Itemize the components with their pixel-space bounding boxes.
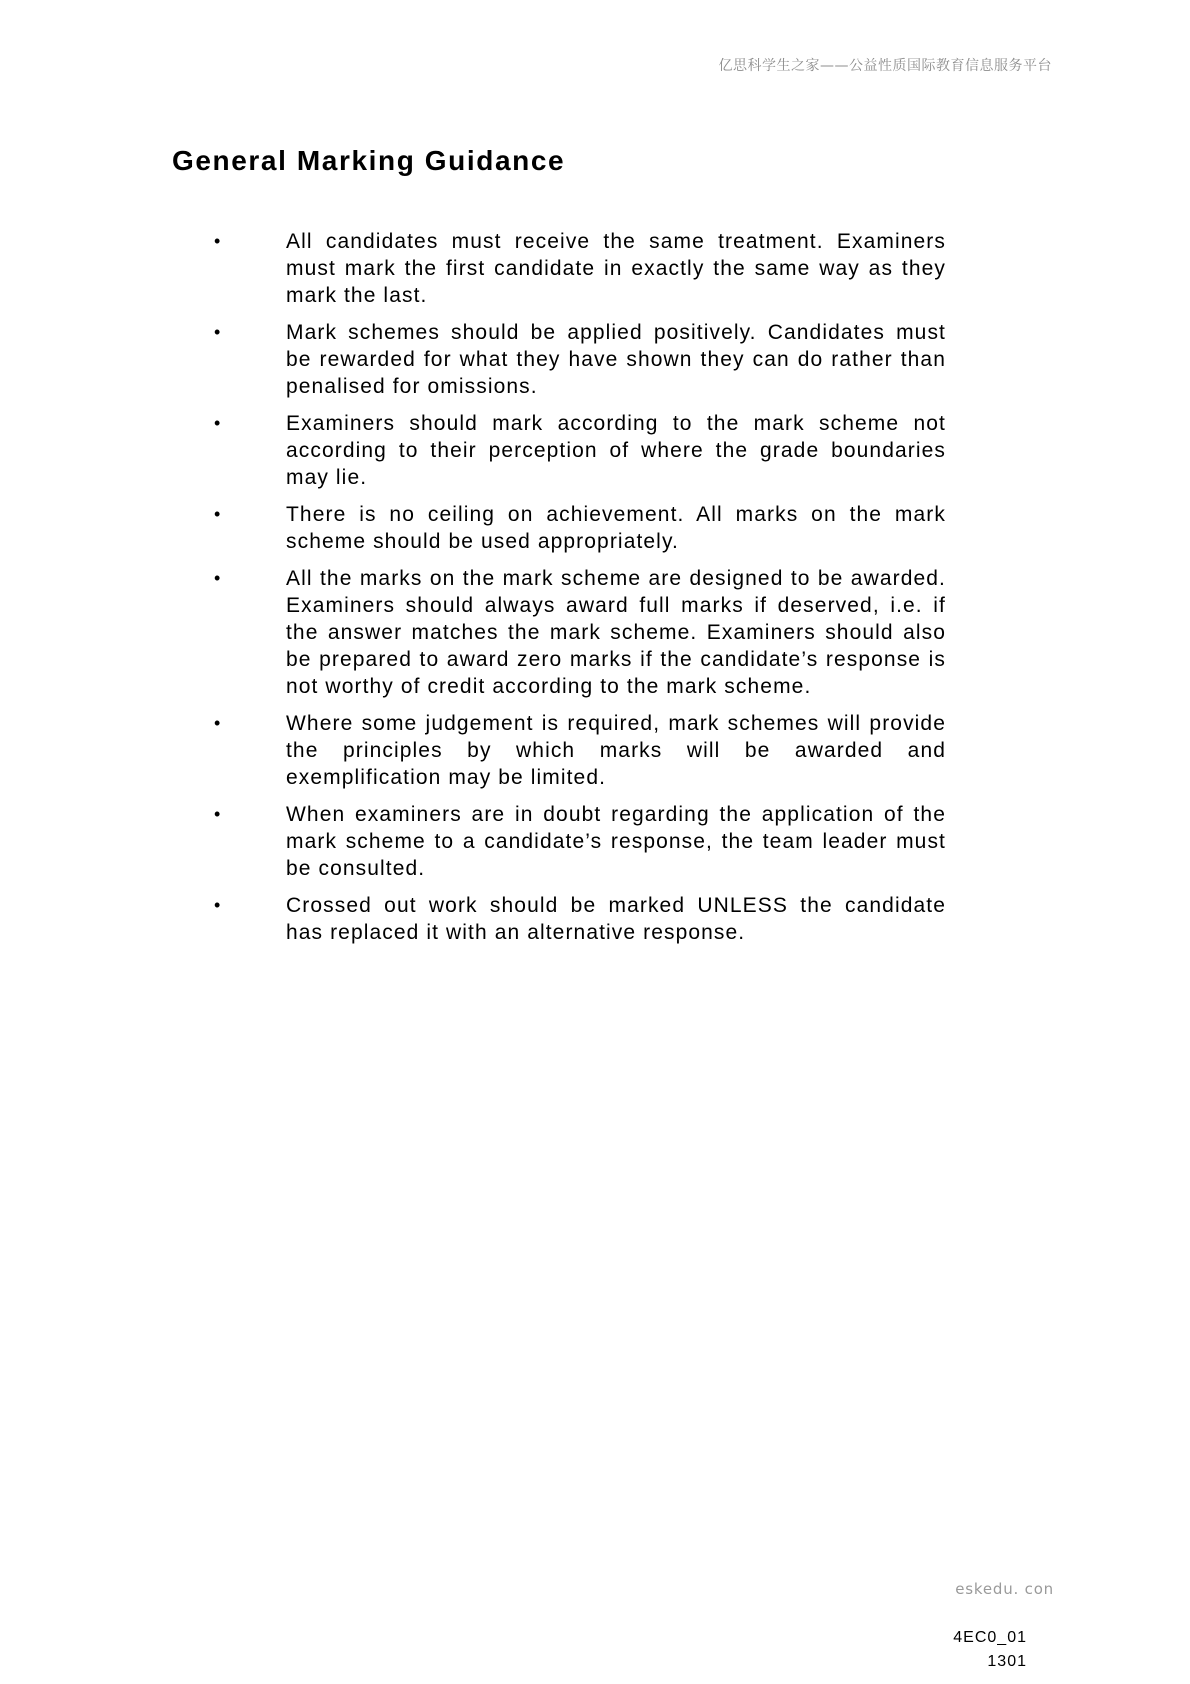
list-item-text: There is no ceiling on achievement. All marks on the mark scheme should be used appropriately.: [286, 503, 946, 553]
bullet-icon: •: [214, 568, 222, 588]
list-item-text: Mark schemes should be applied positively. Candidates must be rewarded for what they have shown they can do rather than penalised for omissions.: [286, 321, 946, 398]
bullet-icon: •: [214, 804, 222, 824]
bullet-icon: •: [214, 504, 222, 524]
page-title: General Marking Guidance: [172, 145, 566, 176]
bullet-icon: •: [214, 322, 222, 342]
list-item: [210, 501, 946, 555]
paper-code: 4EC0_01: [953, 1629, 1027, 1646]
list-item-text: Examiners should mark according to the mark scheme not according to their perception of where the grade boundaries may lie.: [286, 412, 946, 489]
list-item: [210, 892, 946, 946]
list-item-text: All the marks on the mark scheme are designed to be awarded. Examiners should always award full marks if deserved, i.e. if the answer matches the mark scheme. Examiners should also be prepared to award zero marks if the candidate’s response is not worthy of credit according to the mark scheme.: [286, 567, 946, 698]
bullet-icon: •: [214, 231, 222, 251]
list-item-text: When examiners are in doubt regarding the application of the mark scheme to a candidate’s response, the team leader must be consulted.: [286, 803, 946, 880]
list-item: [210, 710, 946, 791]
list-item: [210, 565, 946, 700]
bullet-icon: •: [214, 713, 222, 733]
list-item: [210, 228, 946, 309]
header-note: 亿思科学生之家——公益性质国际教育信息服务平台: [718, 58, 1052, 74]
list-item: [210, 801, 946, 882]
list-item-text: Crossed out work should be marked UNLESS the candidate has replaced it with an alternative response.: [286, 894, 946, 944]
list-item-text: Where some judgement is required, mark schemes will provide the principles by which marks will be awarded and exemplification may be limited.: [286, 712, 946, 789]
list-item: [210, 410, 946, 491]
list-item: [210, 319, 946, 400]
list-item-text: All candidates must receive the same treatment. Examiners must mark the first candidate in exactly the same way as they mark the last.: [286, 230, 946, 307]
guidance-list: [210, 228, 946, 956]
bullet-icon: •: [214, 895, 222, 915]
page-number: 1301: [987, 1653, 1027, 1670]
document-code: [953, 1626, 1027, 1674]
watermark: eskedu. con: [955, 1580, 1054, 1598]
bullet-icon: •: [214, 413, 222, 433]
